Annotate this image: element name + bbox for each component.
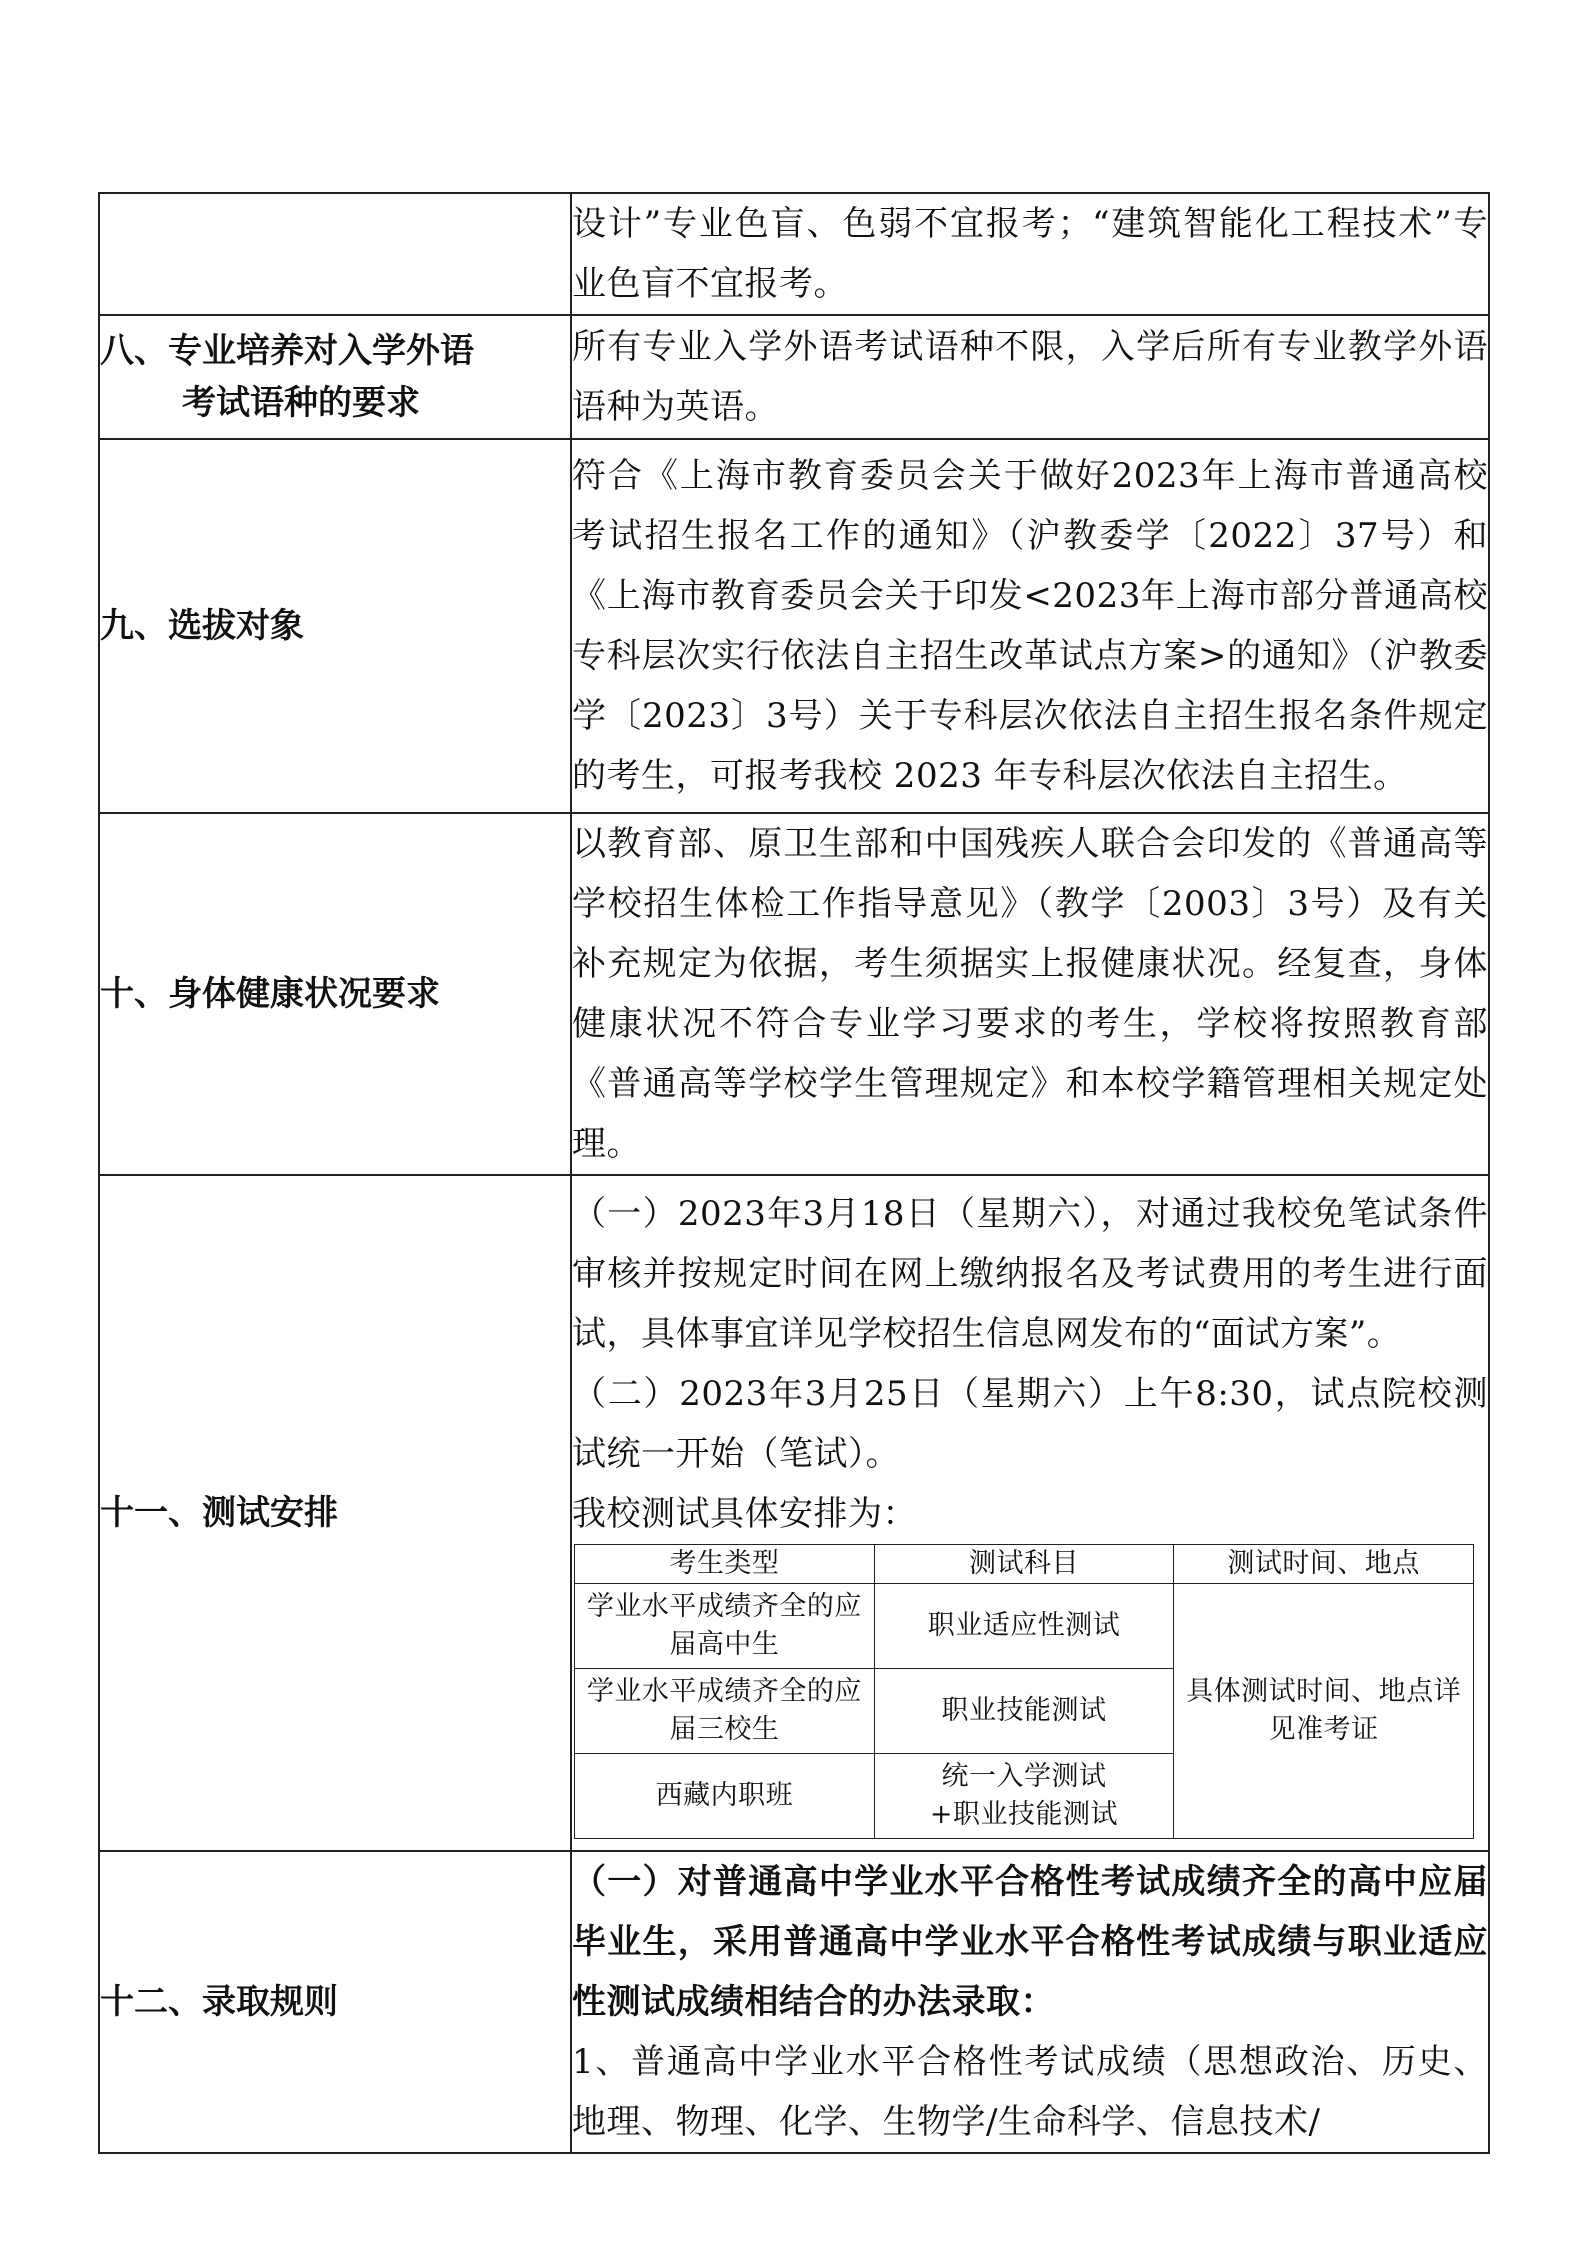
test-schedule-table: [574, 1544, 1474, 1839]
row-content: [571, 1851, 1489, 2153]
row-label: [99, 1851, 571, 2153]
time-place-cell: 具体测试时间、地点详见准考证: [1174, 1583, 1474, 1838]
label-line: 考试语种的要求: [182, 383, 420, 423]
admission-info-table: [98, 192, 1490, 2154]
test-subject-cell: [874, 1753, 1174, 1838]
row-content: [571, 1175, 1489, 1851]
test-subject-cell: 职业适应性测试: [874, 1583, 1174, 1668]
content-paragraph: 1、普通高中学业水平合格性考试成绩（思想政治、历史、地理、物理、化学、生物学/生命科学、信息技术/: [572, 2042, 1488, 2142]
schedule-header-cell: 测试科目: [874, 1544, 1174, 1583]
subject-line: +职业技能测试: [929, 1798, 1119, 1830]
label-line: 九、选拔对象: [100, 606, 304, 646]
row-label: [99, 1175, 571, 1851]
content-paragraph-bold: （一）对普通高中学业水平合格性考试成绩齐全的高中应届毕业生，采用普通高中学业水平合格性考试成绩与职业适应性测试成绩相结合的办法录取：: [572, 1862, 1488, 2022]
schedule-header-cell: 测试时间、地点: [1174, 1544, 1474, 1583]
content-paragraph: 所有专业入学外语考试语种不限，入学后所有专业教学外语语种为英语。: [572, 327, 1488, 427]
table-row: [99, 193, 1489, 315]
row-label: [99, 439, 571, 813]
content-paragraph: （二）2023年3月25日（星期六）上午8:30，试点院校测试统一开始（笔试）。: [572, 1373, 1488, 1474]
candidate-type-cell: 学业水平成绩齐全的应届三校生: [575, 1668, 875, 1753]
label-line: 十二、录取规则: [100, 1982, 338, 2022]
schedule-header-row: [575, 1544, 1474, 1583]
row-label: [99, 193, 571, 315]
table-row: [99, 813, 1489, 1175]
test-subject-cell: 职业技能测试: [874, 1668, 1174, 1753]
table-row: [99, 1175, 1489, 1851]
candidate-type-cell: 西藏内职班: [575, 1753, 875, 1838]
label-line: 十一、测试安排: [100, 1493, 338, 1533]
label-line: 十、身体健康状况要求: [100, 974, 440, 1014]
schedule-header-cell: 考生类型: [575, 1544, 875, 1583]
row-content: [571, 193, 1489, 315]
schedule-row: [575, 1583, 1474, 1668]
row-label: [99, 813, 571, 1175]
content-paragraph: 我校测试具体安排为：: [572, 1493, 917, 1534]
table-row: [99, 1851, 1489, 2153]
table-row: [99, 315, 1489, 439]
row-label: [99, 315, 571, 439]
row-content: [571, 315, 1489, 439]
content-paragraph: 符合《上海市教育委员会关于做好2023年上海市普通高校考试招生报名工作的通知》（沪教委学〔2022〕37号）和《上海市教育委员会关于印发<2023年上海市部分普通高校专科层次实行依法自主招生改革试点方案>的通知》（沪教委学〔2023〕3号）关于专科层次依法自主招生报名条件规定的考生，可报考我校 2023 年专科层次依法自主招生。: [572, 456, 1488, 796]
row-content: [571, 439, 1489, 813]
subject-line: 统一入学测试: [941, 1760, 1107, 1792]
candidate-type-cell: 学业水平成绩齐全的应届高中生: [575, 1583, 875, 1668]
content-paragraph: （一）2023年3月18日（星期六），对通过我校免笔试条件审核并按规定时间在网上缴纳报名及考试费用的考生进行面试，具体事宜详见学校招生信息网发布的“面试方案”。: [572, 1193, 1488, 1354]
content-paragraph: 设计”专业色盲、色弱不宜报考；“建筑智能化工程技术”专业色盲不宜报考。: [572, 204, 1488, 304]
content-paragraph: 以教育部、原卫生部和中国残疾人联合会印发的《普通高等学校招生体检工作指导意见》（教学〔2003〕3号）及有关补充规定为依据，考生须据实上报健康状况。经复查，身体健康状况不符合专业学习要求的考生，学校将按照教育部《普通高等学校学生管理规定》和本校学籍管理相关规定处理。: [572, 824, 1488, 1164]
label-line: 八、专业培养对入学外语: [100, 331, 474, 371]
row-content: [571, 813, 1489, 1175]
table-row: [99, 439, 1489, 813]
